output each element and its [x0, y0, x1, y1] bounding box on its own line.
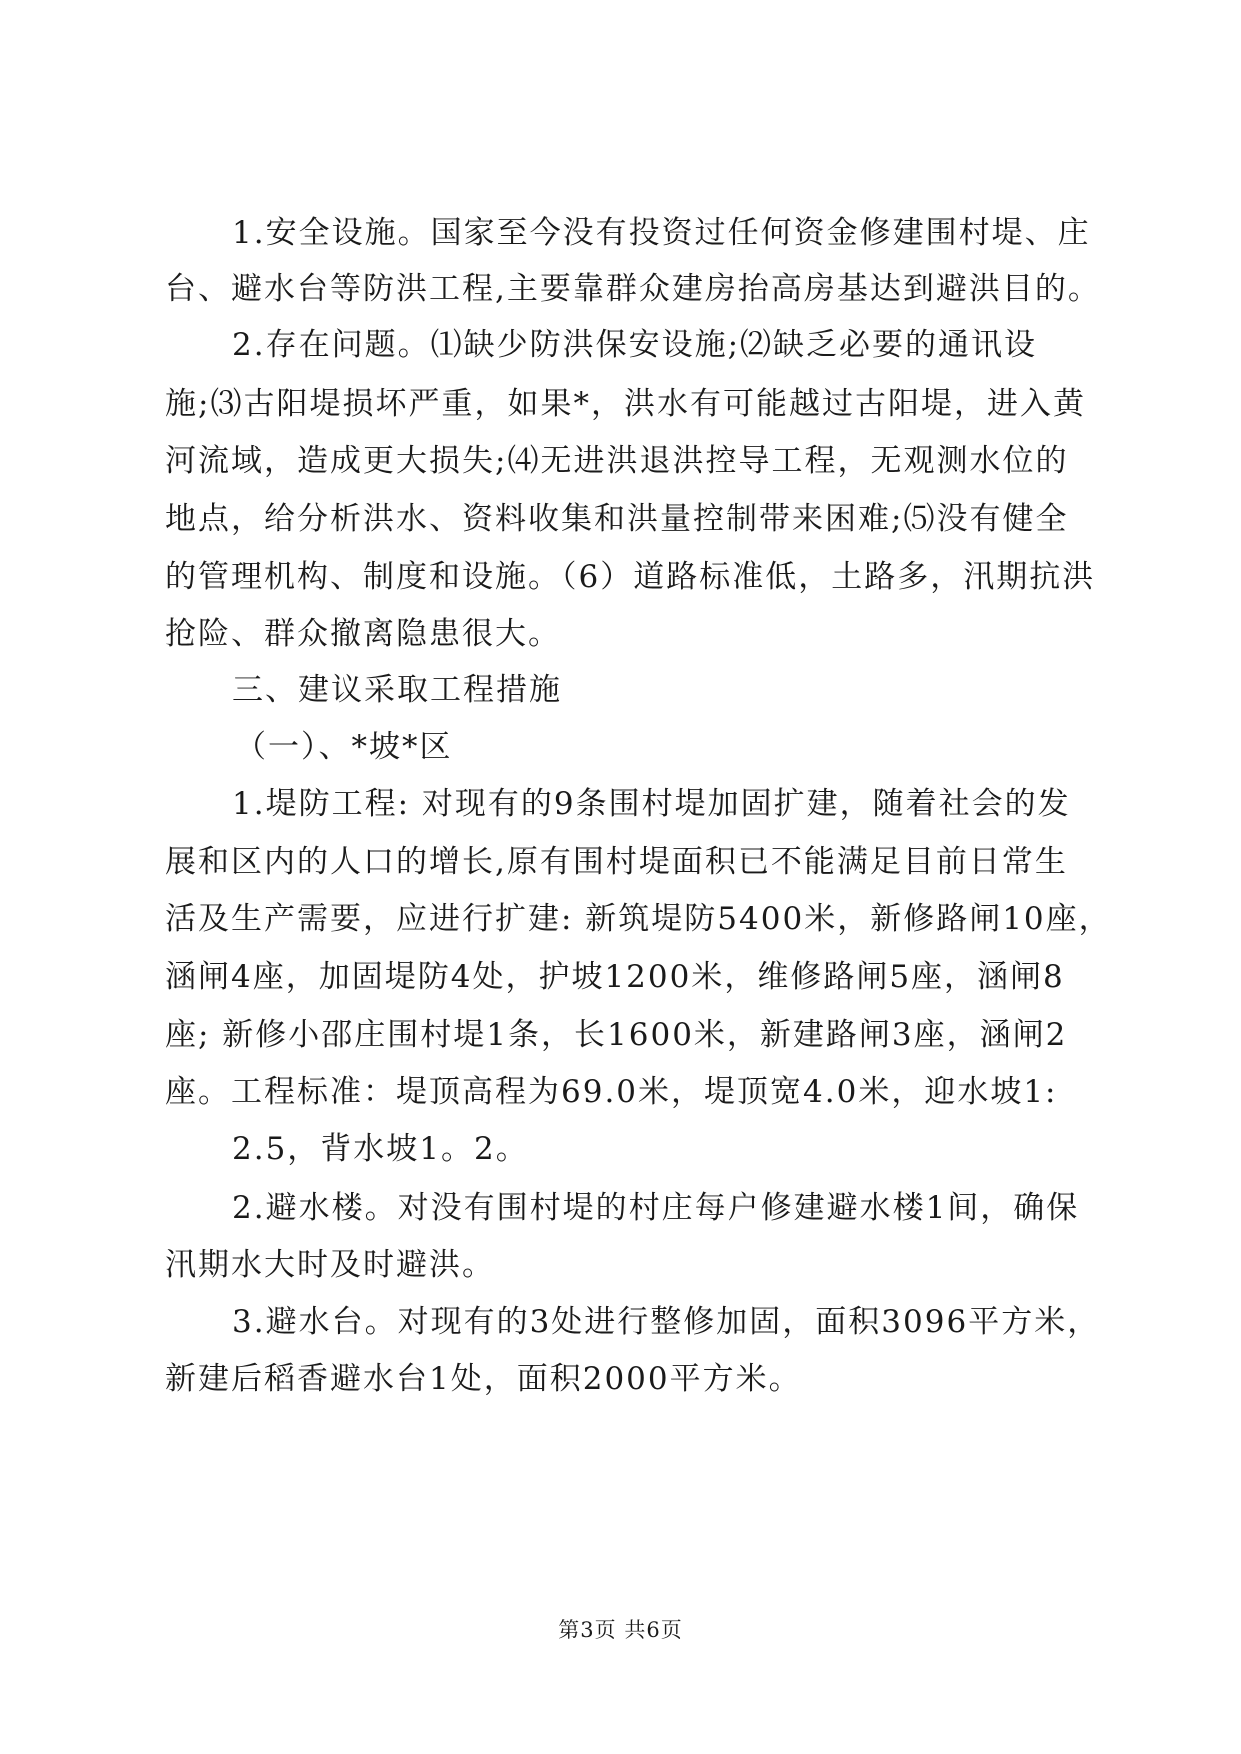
text-line: 座; 新修小邵庄围村堤1条，长1600米，新建路闸3座，涵闸2 — [165, 1017, 1068, 1053]
text-line: 座。工程标准：堤顶高程为69.0米，堤顶宽4.0米，迎水坡1: — [165, 1074, 1058, 1110]
text-line: 新建后稻香避水台1处，面积2000平方米。 — [165, 1361, 802, 1397]
text-line: 2.5，背水坡1。2。 — [232, 1131, 529, 1167]
text-line: 台、避水台等防洪工程,主要靠群众建房抬高房基达到避洪目的。 — [165, 271, 1101, 307]
text-line: 汛期水大时及时避洪。 — [165, 1247, 495, 1283]
text-line: 2.避水楼。对没有围村堤的村庄每户修建避水楼1间，确保 — [232, 1190, 1080, 1226]
text-line: 展和区内的人口的增长,原有围村堤面积已不能满足目前日常生 — [165, 844, 1068, 880]
text-line: 2.存在问题。⑴缺少防洪保安设施;⑵缺乏必要的通讯设 — [232, 327, 1038, 363]
text-line: 抢险、群众撤离隐患很大。 — [165, 616, 561, 652]
text-line: 地点，给分析洪水、资料收集和洪量控制带来困难;⑸没有健全 — [165, 501, 1069, 537]
page-number-footer: 第3页 共6页 — [558, 1618, 683, 1642]
text-line: 3.避水台。对现有的3处进行整修加固，面积3096平方米， — [232, 1304, 1101, 1340]
text-line: 1.堤防工程: 对现有的9条围村堤加固扩建，随着社会的发 — [232, 786, 1071, 822]
text-line: 涵闸4座，加固堤防4处，护坡1200米，维修路闸5座，涵闸8 — [165, 959, 1065, 995]
section-heading: 三、建议采取工程措施 — [232, 672, 562, 708]
subsection-heading: （一）、*坡*区 — [235, 729, 453, 765]
text-line: 的管理机构、制度和设施。（6）道路标准低，土路多，汛期抗洪 — [165, 559, 1096, 595]
text-line: 河流域，造成更大损失;⑷无进洪退洪控导工程，无观测水位的 — [165, 443, 1069, 479]
text-line: 施;⑶古阳堤损坏严重，如果*，洪水有可能越过古阳堤，进入黄 — [165, 386, 1086, 422]
text-line: 1.安全设施。国家至今没有投资过任何资金修建围村堤、庄 — [232, 215, 1091, 251]
text-line: 活及生产需要，应进行扩建: 新筑堤防5400米，新修路闸10座， — [165, 901, 1112, 937]
